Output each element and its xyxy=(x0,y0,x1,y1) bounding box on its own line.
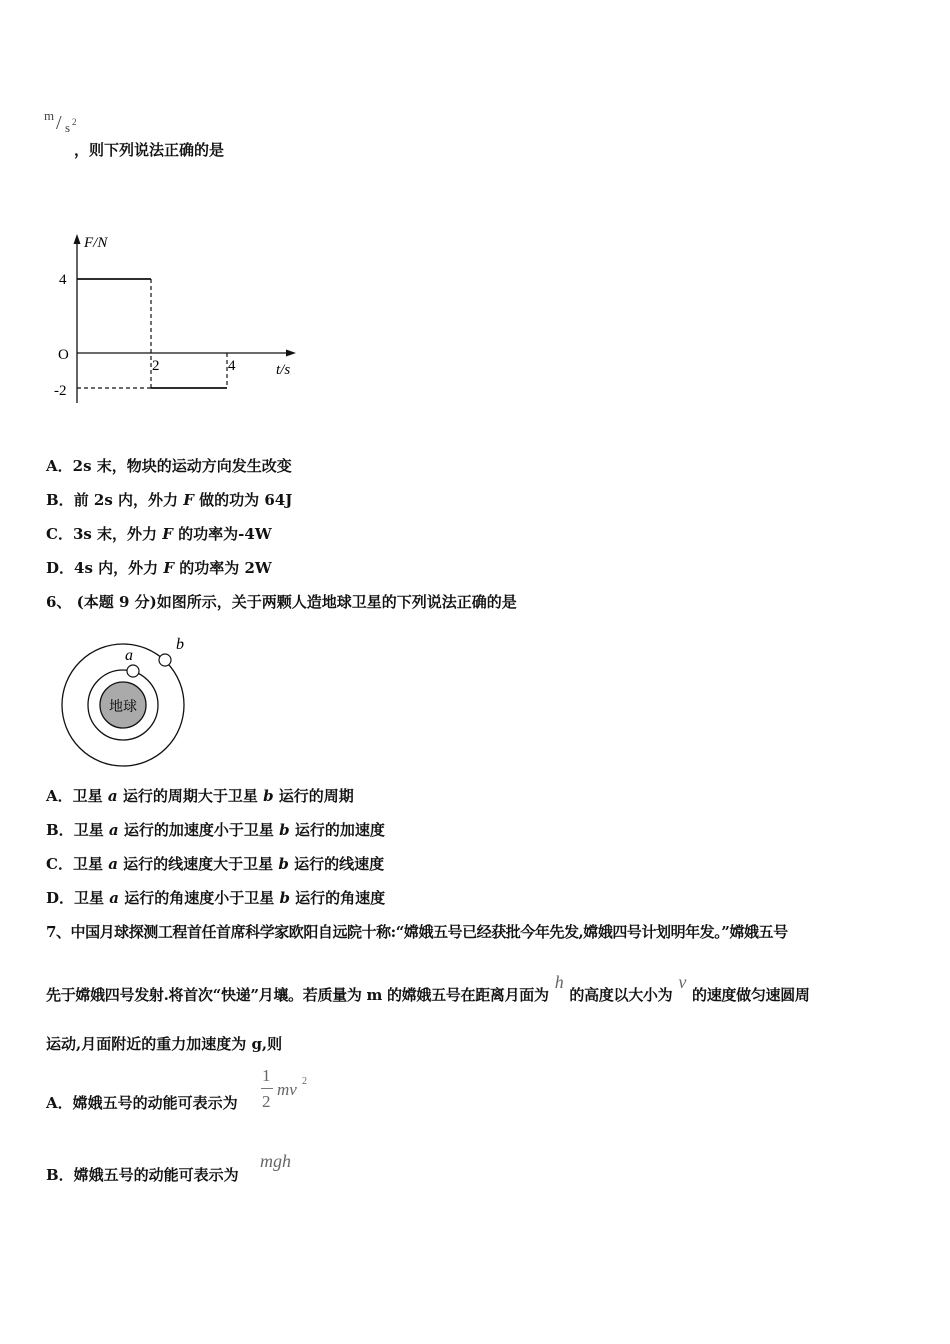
unit-exp: 2 xyxy=(72,117,77,127)
q7-line3: 运动,月面附近的重力加速度为 g,则 xyxy=(46,1035,283,1053)
label-a: a xyxy=(125,647,133,664)
frac-bar xyxy=(261,1088,273,1089)
formula-mgh: mgh xyxy=(260,1151,291,1171)
q5-option-d: D．4s 内，外力 F 的功率为 2W xyxy=(46,559,272,577)
satellite-orbit-diagram xyxy=(52,630,202,770)
q6-option-b: B．卫星 a 运行的加速度小于卫星 b 运行的加速度 xyxy=(46,821,385,839)
q6-option-a: A．卫星 a 运行的周期大于卫星 b 运行的周期 xyxy=(46,787,354,805)
frac-den: 2 xyxy=(262,1092,271,1111)
symbol-h: h xyxy=(554,972,564,992)
expr-mv: mv xyxy=(277,1080,297,1099)
q6-option-d: D．卫星 a 运行的角速度小于卫星 b 运行的角速度 xyxy=(46,889,386,907)
symbol-v: v xyxy=(678,972,687,992)
unit-num: m xyxy=(44,108,55,123)
force-time-graph xyxy=(44,228,314,408)
q6-stem: 6、 (本题 9 分)如图所示，关于两颗人造地球卫星的下列说法正确的是 xyxy=(46,593,517,611)
x-axis-label: t/s xyxy=(276,362,291,378)
satellite-a xyxy=(127,665,139,677)
x-axis-arrow xyxy=(286,350,296,357)
frac-num: 1 xyxy=(262,1066,271,1085)
tick-label-x2: 2 xyxy=(152,358,160,374)
label-b: b xyxy=(176,636,184,653)
unit-den: s xyxy=(65,120,71,135)
earth-label: 地球 xyxy=(109,700,137,715)
q5-option-c: C．3s 末，外力 F 的功率为-4W xyxy=(46,525,272,543)
q5-stem-tail: ，则下列说法正确的是 xyxy=(74,141,225,159)
satellite-b xyxy=(159,654,171,666)
y-axis-label: F/N xyxy=(84,235,108,251)
tick-label-neg2: -2 xyxy=(54,383,67,399)
q5-option-b: B．前 2s 内，外力 F 做的功为 64J xyxy=(46,491,293,509)
unit-fragment xyxy=(44,108,84,140)
y-axis-arrow xyxy=(74,234,81,244)
q5-option-a: A．2s 末，物块的运动方向发生改变 xyxy=(46,457,292,475)
q7-option-b: B．嫦娥五号的动能可表示为 xyxy=(46,1166,239,1184)
origin-label: O xyxy=(58,347,69,363)
q7-line2: 先于嫦娥四号发射.将首次“快递”月壤。若质量为 m 的嫦娥五号在距离月面为h的高度以大小为v的速度做匀速圆周 xyxy=(46,972,810,1004)
q6-option-c: C．卫星 a 运行的线速度大于卫星 b 运行的线速度 xyxy=(46,855,385,873)
unit-slash: / xyxy=(56,112,62,134)
q7-option-a: A．嫦娥五号的动能可表示为 xyxy=(46,1094,238,1112)
expr-exp: 2 xyxy=(302,1076,307,1087)
tick-label-4: 4 xyxy=(59,272,67,288)
tick-label-x4: 4 xyxy=(228,358,236,374)
formula-half-mv2 xyxy=(258,1066,318,1116)
q7-line1: 7、中国月球探测工程首任首席科学家欧阳自远院十称:“嫦娥五号已经获批今年先发,嫦娥四号计划明年发。”嫦娥五号 xyxy=(46,923,788,941)
